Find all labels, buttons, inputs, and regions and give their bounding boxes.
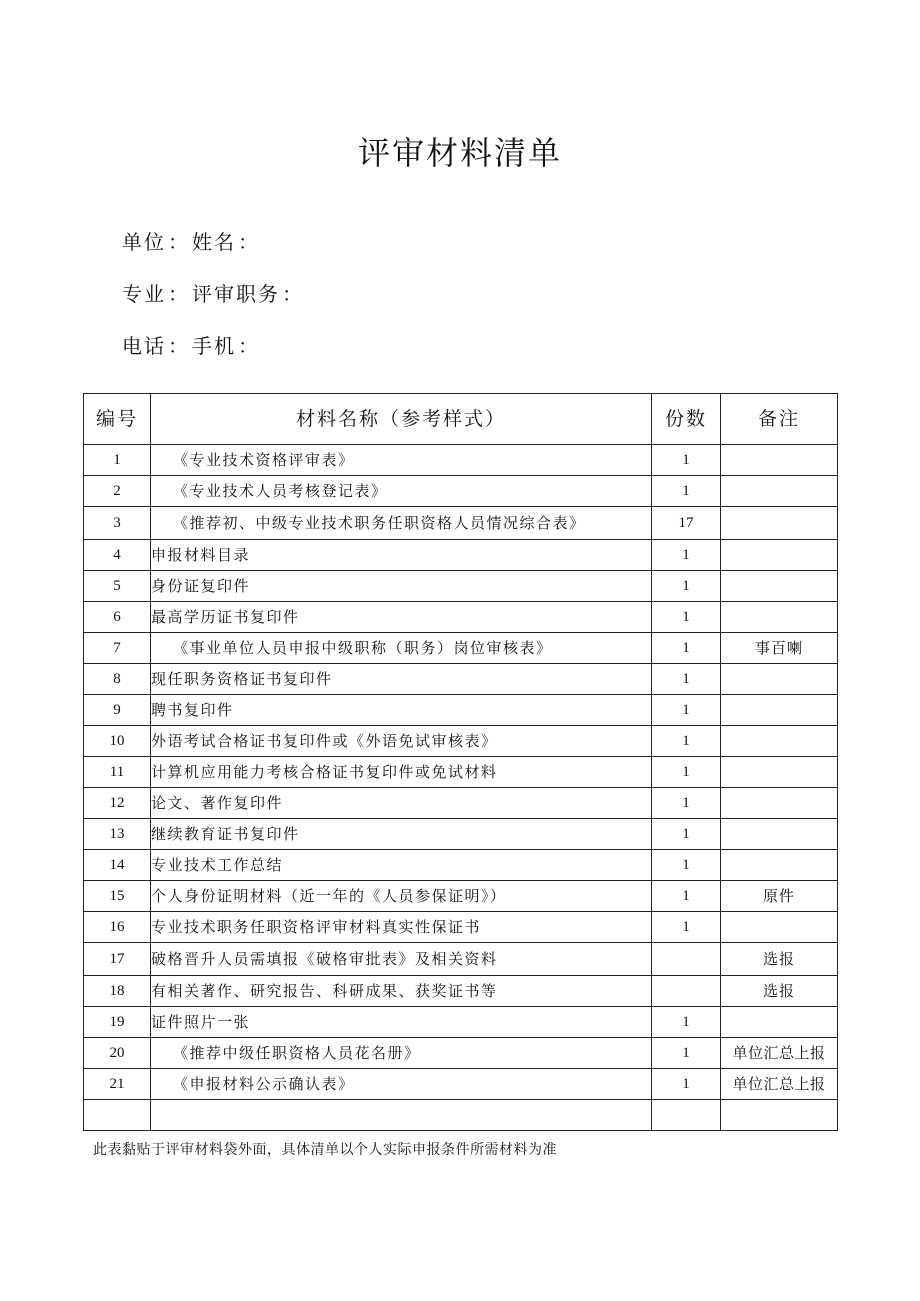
table-header-row [84, 394, 838, 445]
row-note [721, 571, 838, 602]
table-row [84, 1069, 838, 1100]
row-name: 《专业技术人员考核登记表》 [151, 476, 652, 507]
row-qty: 1 [652, 819, 721, 850]
row-note: 原件 [721, 881, 838, 912]
row-qty: 1 [652, 476, 721, 507]
header-no: 编号 [84, 394, 151, 445]
row-note [721, 695, 838, 726]
row-qty [652, 943, 721, 976]
colon: ： [168, 230, 190, 254]
row-note [721, 819, 838, 850]
table-row [84, 540, 838, 571]
phone-line [122, 330, 262, 359]
row-note [721, 850, 838, 881]
row-qty: 1 [652, 850, 721, 881]
major-label: 专业 [122, 282, 166, 306]
row-note [721, 726, 838, 757]
table-row [84, 912, 838, 943]
row-qty: 1 [652, 881, 721, 912]
table-row [84, 1038, 838, 1069]
row-no: 12 [84, 788, 151, 819]
unit-name-line [122, 226, 262, 255]
page-title: 评审材料清单 [357, 134, 562, 172]
row-name: 专业技术工作总结 [151, 850, 652, 881]
row-qty: 1 [652, 695, 721, 726]
row-name: 继续教育证书复印件 [151, 819, 652, 850]
row-note [721, 476, 838, 507]
row-name: 有相关著作、研究报告、科研成果、获奖证书等 [151, 976, 652, 1007]
row-qty: 1 [652, 726, 721, 757]
footnote: 此表黏贴于评审材料袋外面，具体清单以个人实际申报条件所需材料为准 [93, 1142, 557, 1158]
row-qty: 1 [652, 788, 721, 819]
row-name: 外语考试合格证书复印件或《外语免试审核表》 [151, 726, 652, 757]
row-name: 论文、著作复印件 [151, 788, 652, 819]
table-row [84, 943, 838, 976]
row-note [721, 445, 838, 476]
row-note [721, 507, 838, 540]
row-note [721, 602, 838, 633]
row-no: 20 [84, 1038, 151, 1069]
row-no: 3 [84, 507, 151, 540]
table-body [84, 445, 838, 1131]
colon: ： [282, 282, 304, 306]
phone-label: 电话 [122, 334, 166, 358]
table-row [84, 602, 838, 633]
table-row-empty [84, 1100, 838, 1131]
table-row [84, 695, 838, 726]
row-name: 身份证复印件 [151, 571, 652, 602]
row-no: 8 [84, 664, 151, 695]
row-note [721, 664, 838, 695]
table-row [84, 445, 838, 476]
row-no: 1 [84, 445, 151, 476]
row-note [721, 757, 838, 788]
row-note: 单位汇总上报 [721, 1038, 838, 1069]
row-name: 聘书复印件 [151, 695, 652, 726]
row-no: 7 [84, 633, 151, 664]
row-qty: 1 [652, 602, 721, 633]
row-no: 4 [84, 540, 151, 571]
row-name: 计算机应用能力考核合格证书复印件或免试材料 [151, 757, 652, 788]
row-note: 选报 [721, 943, 838, 976]
row-no: 19 [84, 1007, 151, 1038]
table-row [84, 664, 838, 695]
row-no: 2 [84, 476, 151, 507]
row-no: 10 [84, 726, 151, 757]
row-no: 14 [84, 850, 151, 881]
row-qty: 1 [652, 912, 721, 943]
row-qty: 1 [652, 540, 721, 571]
row-qty: 1 [652, 445, 721, 476]
row-no: 13 [84, 819, 151, 850]
row-name: 《专业技术资格评审表》 [151, 445, 652, 476]
table-row [84, 881, 838, 912]
position-label: 评审职务 [192, 282, 280, 306]
row-name: 专业技术职务任职资格评审材料真实性保证书 [151, 912, 652, 943]
table-row [84, 757, 838, 788]
table-row [84, 571, 838, 602]
row-name: 最高学历证书复印件 [151, 602, 652, 633]
row-qty: 1 [652, 757, 721, 788]
name-label: 姓名 [192, 230, 236, 254]
row-note: 事百喇 [721, 633, 838, 664]
table-row [84, 788, 838, 819]
table-row [84, 507, 838, 540]
row-qty [652, 976, 721, 1007]
table-row [84, 726, 838, 757]
row-no: 16 [84, 912, 151, 943]
row-no: 6 [84, 602, 151, 633]
row-name: 《推荐初、中级专业技术职务任职资格人员情况综合表》 [151, 507, 652, 540]
row-qty: 1 [652, 1007, 721, 1038]
row-qty: 1 [652, 1038, 721, 1069]
row-qty: 1 [652, 633, 721, 664]
colon: ： [238, 334, 260, 358]
table-row [84, 1007, 838, 1038]
row-note [721, 788, 838, 819]
header-name: 材料名称（参考样式） [151, 394, 652, 445]
row-name: 《事业单位人员申报中级职称（职务）岗位审核表》 [151, 633, 652, 664]
colon: ： [168, 282, 190, 306]
row-name: 《推荐中级任职资格人员花名册》 [151, 1038, 652, 1069]
colon: ： [238, 230, 260, 254]
table-row [84, 976, 838, 1007]
row-no: 5 [84, 571, 151, 602]
header-qty: 份数 [652, 394, 721, 445]
table-row [84, 850, 838, 881]
row-note [721, 540, 838, 571]
row-no: 18 [84, 976, 151, 1007]
row-note [721, 912, 838, 943]
row-note: 选报 [721, 976, 838, 1007]
materials-table [83, 393, 838, 1131]
table-row [84, 819, 838, 850]
row-name: 《申报材料公示确认表》 [151, 1069, 652, 1100]
mobile-label: 手机 [192, 334, 236, 358]
unit-label: 单位 [122, 230, 166, 254]
row-no: 9 [84, 695, 151, 726]
header-note: 备注 [721, 394, 838, 445]
row-qty: 17 [652, 507, 721, 540]
row-no: 11 [84, 757, 151, 788]
colon: ： [168, 334, 190, 358]
row-name: 现任职务资格证书复印件 [151, 664, 652, 695]
row-name: 申报材料目录 [151, 540, 652, 571]
row-qty: 1 [652, 1069, 721, 1100]
row-qty: 1 [652, 664, 721, 695]
row-note [721, 1007, 838, 1038]
row-name: 破格晋升人员需填报《破格审批表》及相关资料 [151, 943, 652, 976]
major-position-line [122, 278, 306, 307]
row-name: 证件照片一张 [151, 1007, 652, 1038]
row-no: 17 [84, 943, 151, 976]
table-row [84, 476, 838, 507]
table-row [84, 633, 838, 664]
row-qty: 1 [652, 571, 721, 602]
row-no: 15 [84, 881, 151, 912]
row-no: 21 [84, 1069, 151, 1100]
row-name: 个人身份证明材料（近一年的《人员参保证明》） [151, 881, 652, 912]
row-note: 单位汇总上报 [721, 1069, 838, 1100]
